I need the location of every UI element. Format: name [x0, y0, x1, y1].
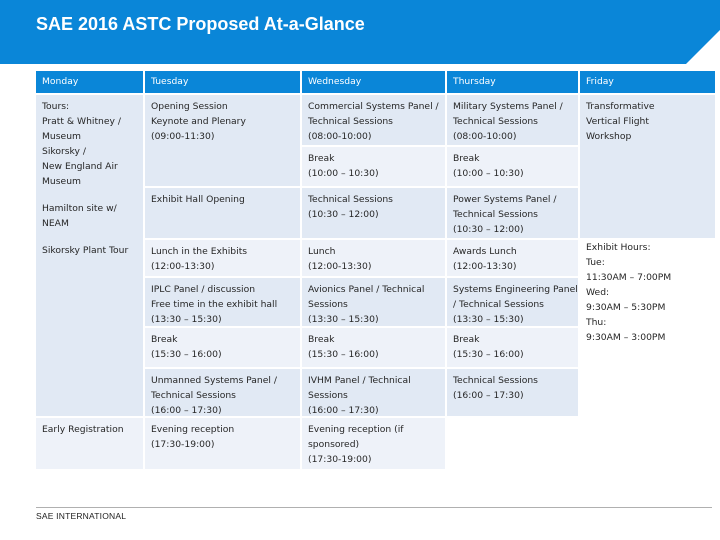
wednesday-ivhm-panel	[302, 369, 445, 416]
header-monday: Monday	[36, 71, 143, 93]
cell-line: Opening Session	[151, 101, 228, 112]
wednesday-avionics-panel	[302, 278, 445, 326]
exhibit-hours-line: Wed:	[586, 287, 610, 298]
cell-line: Evening reception (if	[308, 424, 404, 435]
cell-line: Avionics Panel / Technical	[308, 284, 425, 295]
cell-line: Break	[453, 334, 480, 345]
monday-tours-line: New England Air	[42, 161, 118, 172]
cell-line: (13:30 – 15:30)	[308, 314, 379, 325]
tuesday-lunch	[145, 240, 300, 276]
footer-org: SAE INTERNATIONAL	[36, 511, 127, 521]
wednesday-lunch	[302, 240, 445, 276]
schedule-table	[36, 71, 712, 477]
cell-line: Technical Sessions	[308, 116, 393, 127]
cell-line: (16:00 – 17:30)	[151, 405, 222, 416]
cell-line: Free time in the exhibit hall	[151, 299, 278, 310]
tuesday-opening-session	[145, 95, 300, 186]
cell-line: Vertical Flight	[586, 116, 649, 127]
title-banner	[0, 0, 720, 64]
cell-line: (17:30-19:00)	[151, 439, 215, 450]
monday-hamilton-line: NEAM	[42, 218, 69, 229]
cell-line: Technical Sessions	[453, 116, 538, 127]
exhibit-hours-line: 9:30AM – 5:30PM	[586, 302, 666, 313]
cell-line: Power Systems Panel /	[453, 194, 557, 205]
cell-line: Military Systems Panel /	[453, 101, 563, 112]
thursday-military-panel	[447, 95, 578, 145]
cell-line: Sessions	[308, 299, 348, 310]
exhibit-hours-line: 11:30AM – 7:00PM	[586, 272, 672, 283]
monday-tours-line: Pratt & Whitney /	[42, 116, 121, 127]
footer-divider	[36, 507, 712, 508]
cell-line: (09:00-11:30)	[151, 131, 215, 142]
cell-line: Commercial Systems Panel /	[308, 101, 439, 112]
exhibit-hours-line: Thu:	[586, 317, 607, 328]
exhibit-hours-line: Tue:	[586, 257, 605, 268]
tuesday-break	[145, 328, 300, 367]
wednesday-technical-sessions	[302, 188, 445, 238]
cell-line: (15:30 – 16:00)	[453, 349, 524, 360]
cell-line: Technical Sessions	[453, 209, 538, 220]
cell-line: Technical Sessions	[453, 375, 538, 386]
page-title: SAE 2016 ASTC Proposed At-a-Glance	[36, 14, 365, 34]
cell-line: (10:00 – 10:30)	[453, 168, 524, 179]
header-thursday: Thursday	[447, 71, 578, 93]
cell-line: (12:00-13:30)	[308, 261, 372, 272]
cell-line: Workshop	[586, 131, 632, 142]
cell-line: (12:00-13:30)	[151, 261, 215, 272]
cell-line: Systems Engineering Panel	[453, 284, 578, 295]
cell-line: / Technical Sessions	[453, 299, 544, 310]
exhibit-hours-title: Exhibit Hours:	[586, 242, 651, 253]
monday-tours-line: Museum	[42, 176, 81, 187]
registration-label: Early Registration	[42, 424, 124, 435]
cell-line: Unmanned Systems Panel /	[151, 375, 277, 386]
cell-line: (15:30 – 16:00)	[151, 349, 222, 360]
cell-line: Transformative	[586, 101, 655, 112]
header-friday: Friday	[580, 71, 715, 93]
wednesday-break-morning	[302, 147, 445, 186]
cell-line: (16:00 – 17:30)	[308, 405, 379, 416]
wednesday-commercial-panel	[302, 95, 445, 145]
thursday-technical-sessions	[447, 369, 578, 416]
monday-registration	[36, 418, 143, 469]
cell-line: (10:00 – 10:30)	[308, 168, 379, 179]
thursday-empty-cell	[447, 418, 578, 469]
cell-line: Sessions	[308, 390, 348, 401]
cell-line: Break	[151, 334, 178, 345]
header-wednesday: Wednesday	[302, 71, 445, 93]
cell-line: Break	[308, 334, 335, 345]
cell-line: Awards Lunch	[453, 246, 517, 257]
friday-workshop	[580, 95, 715, 238]
monday-hamilton-line: Hamilton site w/	[42, 203, 117, 214]
thursday-power-panel	[447, 188, 578, 238]
cell-line: IPLC Panel / discussion	[151, 284, 256, 295]
wednesday-break-afternoon	[302, 328, 445, 367]
monday-sikorsky-tour: Sikorsky Plant Tour	[42, 245, 129, 256]
cell-line: Break	[308, 153, 335, 164]
monday-tours-label: Tours:	[42, 101, 70, 112]
cell-line: (10:30 – 12:00)	[453, 224, 524, 235]
wednesday-evening-reception	[302, 418, 445, 469]
cell-line: (13:30 – 15:30)	[453, 314, 524, 325]
thursday-awards-lunch	[447, 240, 578, 276]
cell-line: (17:30-19:00)	[308, 454, 372, 465]
cell-line: Technical Sessions	[151, 390, 236, 401]
tuesday-iplc-panel	[145, 278, 300, 326]
cell-line: (15:30 – 16:00)	[308, 349, 379, 360]
cell-line: (10:30 – 12:00)	[308, 209, 379, 220]
exhibit-hours-line: 9:30AM – 3:00PM	[586, 332, 666, 343]
cell-line: Exhibit Hall Opening	[151, 194, 245, 205]
cell-line: sponsored)	[308, 439, 360, 450]
cell-line: (12:00-13:30)	[453, 261, 517, 272]
cell-line: (16:00 – 17:30)	[453, 390, 524, 401]
cell-line: IVHM Panel / Technical	[308, 375, 411, 386]
cell-line: Technical Sessions	[308, 194, 393, 205]
header-tuesday: Tuesday	[145, 71, 300, 93]
tuesday-evening-reception	[145, 418, 300, 469]
cell-line: (13:30 – 15:30)	[151, 314, 222, 325]
cell-line: (08:00-10:00)	[308, 131, 372, 142]
monday-activities	[36, 95, 143, 416]
exhibit-hours	[580, 240, 715, 469]
cell-line: Evening reception	[151, 424, 235, 435]
thursday-break-afternoon	[447, 328, 578, 367]
cell-line: Lunch	[308, 246, 336, 257]
cell-line: Break	[453, 153, 480, 164]
cell-line: Keynote and Plenary	[151, 116, 246, 127]
monday-tours-line: Museum	[42, 131, 81, 142]
monday-tours-line: Sikorsky /	[42, 146, 87, 157]
cell-line: (08:00-10:00)	[453, 131, 517, 142]
cell-line: Lunch in the Exhibits	[151, 246, 248, 257]
thursday-break-morning	[447, 147, 578, 186]
tuesday-unmanned-panel	[145, 369, 300, 416]
thursday-systems-engineering-panel	[447, 278, 578, 326]
tuesday-exhibit-opening	[145, 188, 300, 238]
